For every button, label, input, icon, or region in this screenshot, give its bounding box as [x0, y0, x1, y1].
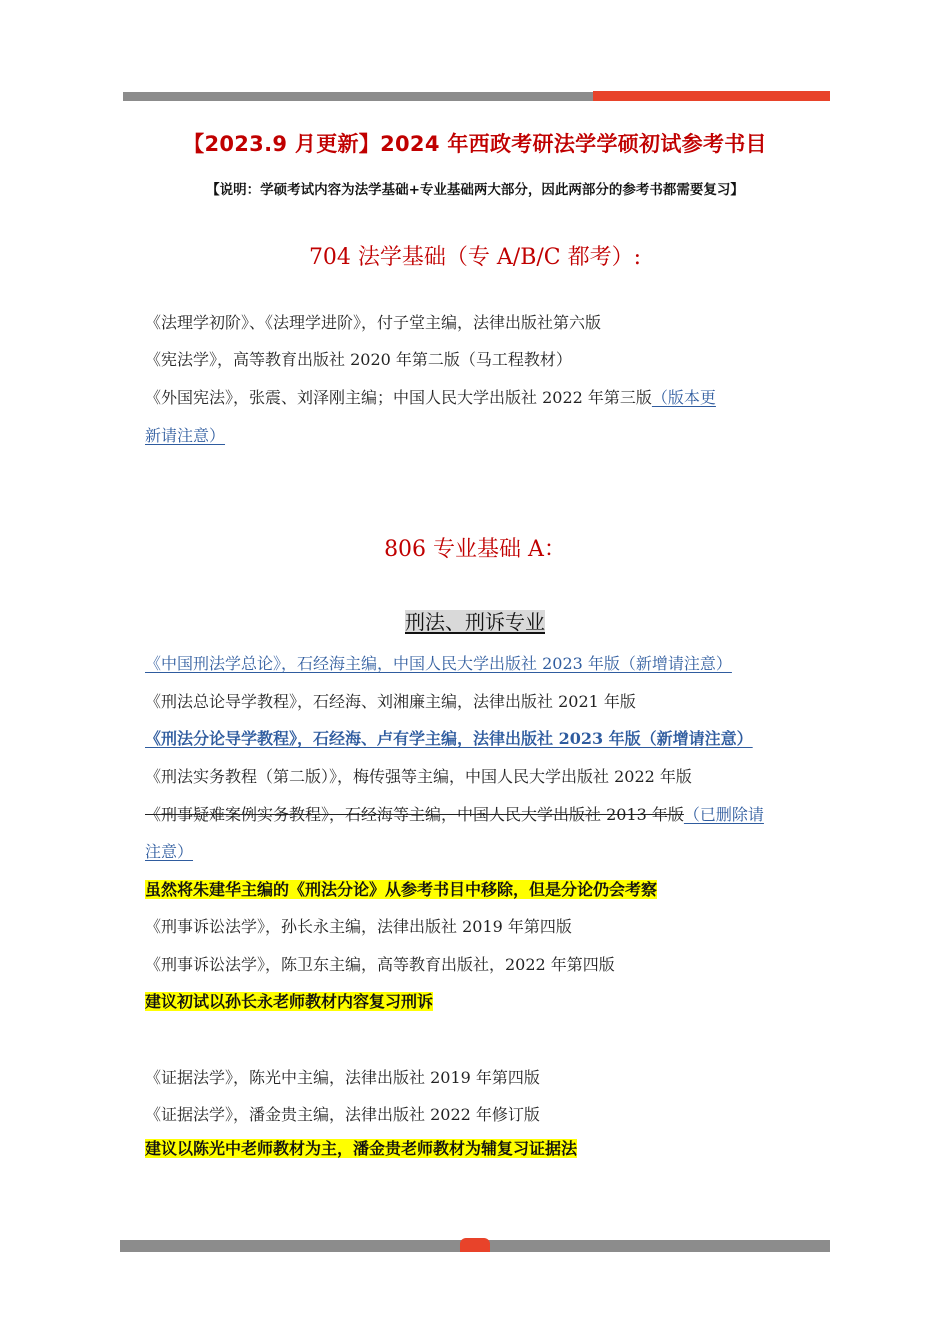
criminal-law-highlight-text: 虽然将朱建华主编的《刑法分论》从参考书目中移除，但是分论仍会考察: [145, 880, 658, 899]
procedure-book-2: 《刑事诉讼法学》，陈卫东主编，高等教育出版社，2022 年第四版: [145, 955, 615, 974]
criminal-law-book-5-note-cont: 注意）: [145, 842, 194, 861]
procedure-highlight-text: 建议初试以孙长永老师教材内容复习刑诉: [145, 992, 434, 1011]
section-704-book-2: 《宪法学》，高等教育出版社 2020 年第二版（马工程教材）: [145, 350, 572, 369]
evidence-highlight-text: 建议以陈光中老师教材为主，潘金贵老师教材为辅复习证据法: [145, 1139, 578, 1158]
criminal-law-book-1: [145, 645, 815, 682]
criminal-law-highlight: [145, 871, 815, 908]
section-704-book-3-note-cont: 新请注意）: [145, 426, 226, 445]
criminal-law-book-5-removed: 《刑事疑难案例实务教程》，石经海等主编，中国人民大学出版社 2013 年版: [145, 805, 684, 824]
evidence-book-1: 《证据法学》，陈光中主编，法律出版社 2019 年第四版: [145, 1068, 540, 1087]
section-806-subheading-text: 刑法、刑诉专业: [405, 610, 545, 634]
page-note: 【说明：学硕考试内容为法学基础+专业基础两大部分，因此两部分的参考书都需要复习】: [206, 182, 744, 198]
criminal-law-book-5-note: （已删除请: [683, 805, 764, 824]
criminal-law-book-1-text: 《中国刑法学总论》，石经海主编，中国人民大学出版社 2023 年版（新增请注意）: [145, 654, 732, 673]
procedure-book-1: 《刑事诉讼法学》，孙长永主编，法律出版社 2019 年第四版: [145, 917, 572, 936]
section-704-heading: 704 法学基础（专 A/B/C 都考）:: [308, 245, 642, 270]
criminal-law-book-3-text: 《刑法分论导学教程》，石经海、卢有学主编，法律出版社 2023 年版（新增请注意）: [145, 729, 753, 748]
page-title: 【2023.9 月更新】2024 年西政考研法学学硕初试参考书目: [183, 132, 767, 156]
criminal-law-book-3: [145, 720, 815, 757]
section-806-subheading: [0, 606, 950, 635]
criminal-law-book-2: 《刑法总论导学教程》，石经海、刘湘廉主编，法律出版社 2021 年版: [145, 692, 636, 711]
criminal-law-book-5: [145, 796, 815, 833]
section-704-book-3: [145, 379, 815, 416]
footer-bar-red-tab: [460, 1238, 490, 1252]
header-bar-gray: [123, 92, 593, 101]
evidence-book-2: 《证据法学》，潘金贵主编，法律出版社 2022 年修订版: [145, 1105, 540, 1124]
criminal-law-book-5-cont: [145, 833, 815, 870]
evidence-highlight: [145, 1130, 815, 1167]
criminal-law-book-4: 《刑法实务教程（第二版）》，梅传强等主编，中国人民大学出版社 2022 年版: [145, 767, 692, 786]
section-704-book-3-text: 《外国宪法》，张震、刘泽刚主编；中国人民大学出版社 2022 年第三版: [145, 388, 652, 407]
header-bar-red: [593, 91, 830, 101]
procedure-highlight: [145, 983, 815, 1020]
section-704-book-3-cont: [145, 417, 815, 454]
section-806-heading: 806 专业基础 A：: [384, 537, 566, 562]
section-704-book-3-note: （版本更: [651, 388, 716, 407]
section-704-book-1: 《法理学初阶》、《法理学进阶》，付子堂主编，法律出版社第六版: [145, 313, 602, 332]
